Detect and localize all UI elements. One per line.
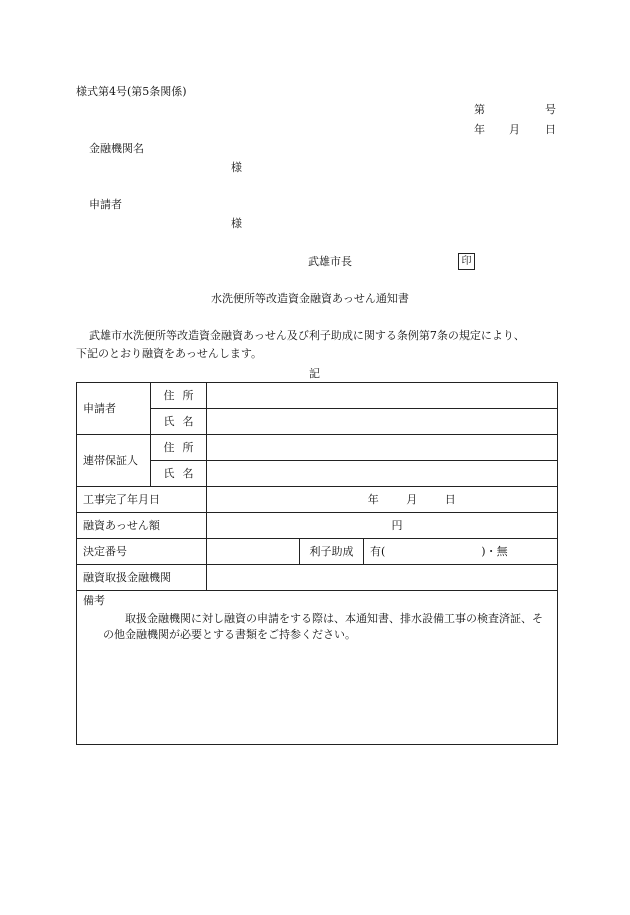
applicant-address-label: 住所 [151,383,207,409]
applicant-header-cell: 申請者 [77,383,151,435]
completion-day-label: 日 [444,493,456,506]
document-number-suffix: 号 [545,103,556,116]
remarks-label: 備考 [83,594,105,607]
applicant-name-value[interactable] [207,409,558,435]
form-number: 様式第4号(第5条関係) [76,85,187,98]
date-year-label: 年 [474,123,485,136]
institution-honorific: 様 [231,161,242,174]
applicant-honorific: 様 [231,217,242,230]
decision-row [77,539,558,565]
completion-year-label: 年 [367,493,379,506]
guarantor-header-cell: 連帯保証人 [77,435,151,487]
decision-number-value[interactable] [207,539,300,565]
remarks-cell [77,591,558,745]
completion-month-label: 月 [406,493,418,506]
completion-date-row [77,487,558,513]
loan-amount-value[interactable] [207,513,558,539]
seal-stamp: 印 [458,253,475,270]
guarantor-address-row [77,435,558,461]
document-number-prefix: 第 [474,103,485,116]
interest-yes-option[interactable]: 有( [370,545,386,558]
date-day-label: 日 [545,123,556,136]
applicant-name-label: 氏名 [151,409,207,435]
issuer-title: 武雄市長 [308,255,352,268]
guarantor-address-label: 住所 [151,435,207,461]
remarks-text: 取扱金融機関に対し融資の申請をする際は、本通知書、排水設備工事の検査済証、その他金融機関が必要とする書類をご持参ください。 [103,612,543,641]
notification-form-table [76,382,558,745]
ki-marker: 記 [309,367,320,380]
body-text-line-2: 下記のとおり融資をあっせんします。 [76,347,263,360]
date-month-label: 月 [509,123,520,136]
document-title: 水洗便所等改造資金融資あっせん通知書 [211,292,409,305]
applicant-label: 申請者 [89,198,122,211]
handling-institution-label: 融資取扱金融機関 [77,565,207,591]
decision-number-label: 決定番号 [77,539,207,565]
remarks-row [77,591,558,745]
guarantor-address-value[interactable] [207,435,558,461]
yen-label: 円 [391,519,403,532]
interest-subsidy-value[interactable] [364,539,558,565]
interest-no-option[interactable]: )・無 [481,545,508,558]
handling-institution-value[interactable] [207,565,558,591]
body-text-line-1: 武雄市水洗便所等改造資金融資あっせん及び利子助成に関する条例第7条の規定により、 [89,329,525,342]
applicant-address-row [77,383,558,409]
loan-amount-row [77,513,558,539]
handling-institution-row [77,565,558,591]
loan-amount-label: 融資あっせん額 [77,513,207,539]
institution-name-label: 金融機関名 [89,142,144,155]
completion-date-value[interactable] [207,487,558,513]
interest-subsidy-label: 利子助成 [300,539,364,565]
guarantor-name-label: 氏名 [151,461,207,487]
completion-date-label: 工事完了年月日 [77,487,207,513]
applicant-address-value[interactable] [207,383,558,409]
guarantor-name-value[interactable] [207,461,558,487]
